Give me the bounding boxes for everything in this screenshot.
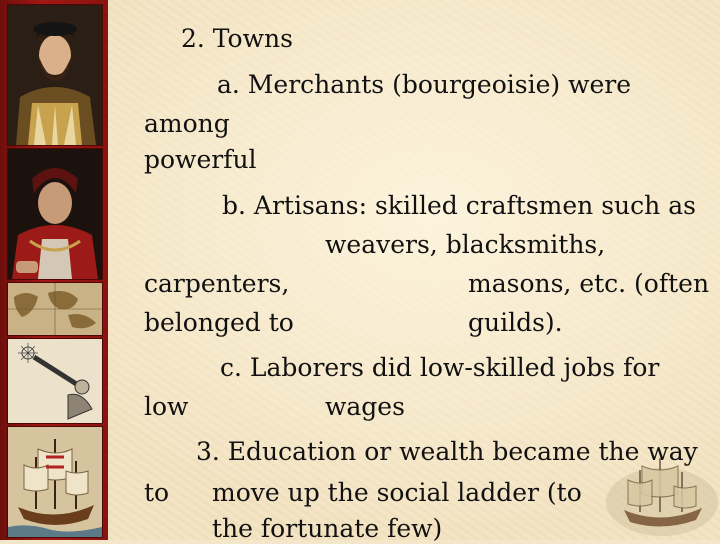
item-b-line-2: weavers, blacksmiths, [325,230,606,259]
item-3-line-1: 3. Education or wealth became the way [196,437,698,466]
item-3-line-3: the fortunate few) [212,514,443,543]
item-c-line-2-right: wages [325,392,405,421]
item-b-line-4-right: guilds). [468,308,563,337]
item-a-line-3: powerful [144,145,257,174]
item-a-line-1: a. Merchants (bourgeoisie) were [217,70,632,99]
item-b-line-3-left: carpenters, [144,269,290,298]
item-3-line-2-right: move up the social ladder (to [212,478,582,507]
item-b-line-4-left: belonged to [144,308,294,337]
item-c-line-1: c. Laborers did low-skilled jobs for [220,353,660,382]
item-a-line-2: among [144,109,230,138]
item-c-line-2-left: low [144,392,189,421]
heading-towns: 2. Towns [181,24,293,53]
item-b-line-1: b. Artisans: skilled craftsmen such as [222,191,696,220]
item-3-line-2-left: to [144,478,170,507]
item-b-line-3-right: masons, etc. (often [468,269,710,298]
